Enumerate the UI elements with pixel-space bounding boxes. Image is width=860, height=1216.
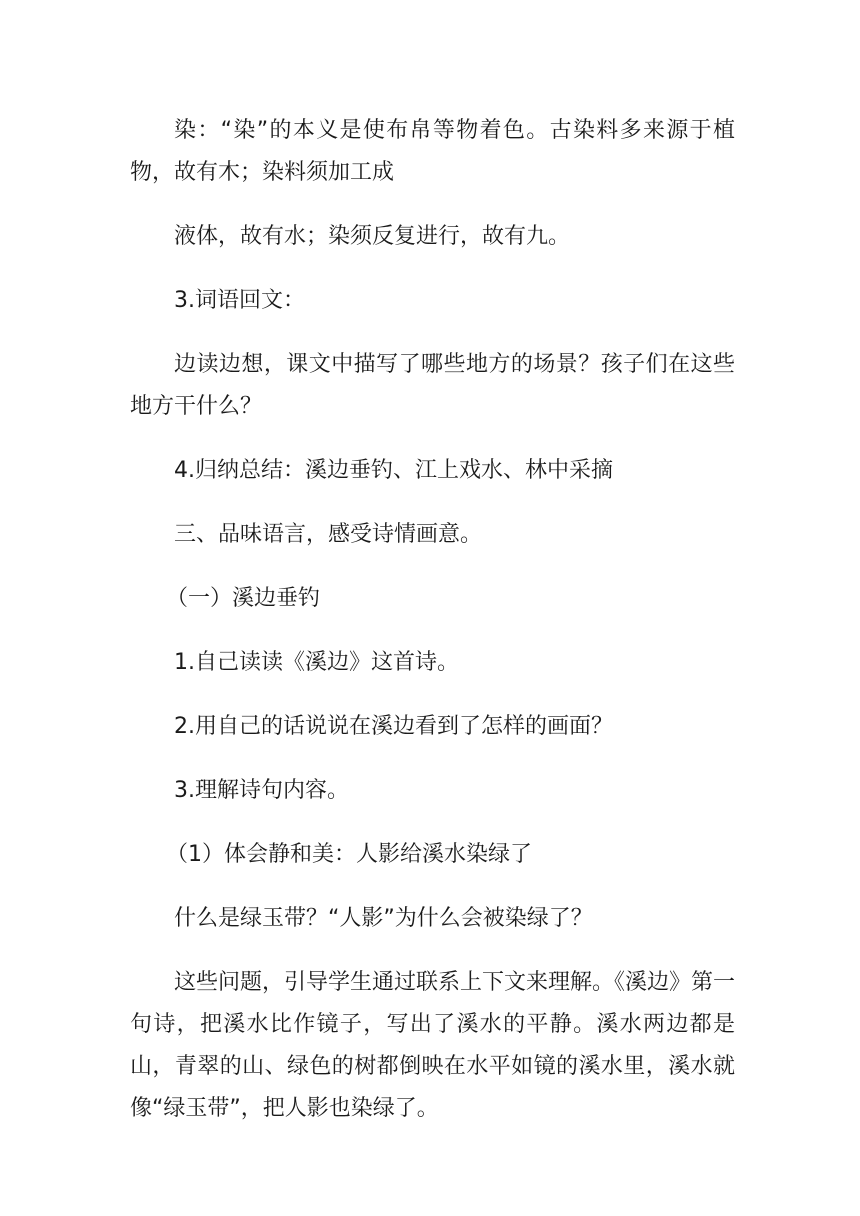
section-heading-language: 三、品味语言，感受诗情画意。 <box>174 522 483 547</box>
paragraph-reading-question: 边读边想，课文中描写了哪些地方的场景？孩子们在这些地方干什么？ <box>130 352 735 419</box>
paragraph-point-1: （1）体会静和美：人影给溪水染绿了 <box>166 842 532 867</box>
paragraph-step-2: 2.用自己的话说说在溪边看到了怎样的画面？ <box>174 714 613 739</box>
paragraph-ran-continued: 液体，故有水；染须反复进行，故有九。 <box>174 224 571 249</box>
paragraph-word-review-heading: 3.词语回文： <box>174 288 305 313</box>
paragraph-question-jade-belt: 什么是绿玉带？“人影”为什么会被染绿了？ <box>174 906 593 931</box>
paragraph-explanation: 这些问题，引导学生通过联系上下文来理解。《溪边》第一句诗，把溪水比作镜子，写出了溪水的平静。溪水两边都是山，青翠的山、绿色的树都倒映在水平如镜的溪水里，溪水就像“绿玉带”，把人影也染绿了。 <box>130 970 736 1121</box>
paragraph-ran-meaning: 染：“染”的本义是使布帛等物着色。古染料多来源于植物，故有木；染料须加工成 <box>130 118 735 185</box>
subsection-heading-fishing: （一）溪边垂钓 <box>166 586 321 611</box>
paragraph-summary: 4.归纳总结：溪边垂钓、江上戏水、林中采摘 <box>174 458 613 483</box>
paragraph-step-1: 1.自己读读《溪边》这首诗。 <box>174 650 459 675</box>
paragraph-step-3: 3.理解诗句内容。 <box>174 778 349 803</box>
document-body <box>130 110 735 1152</box>
